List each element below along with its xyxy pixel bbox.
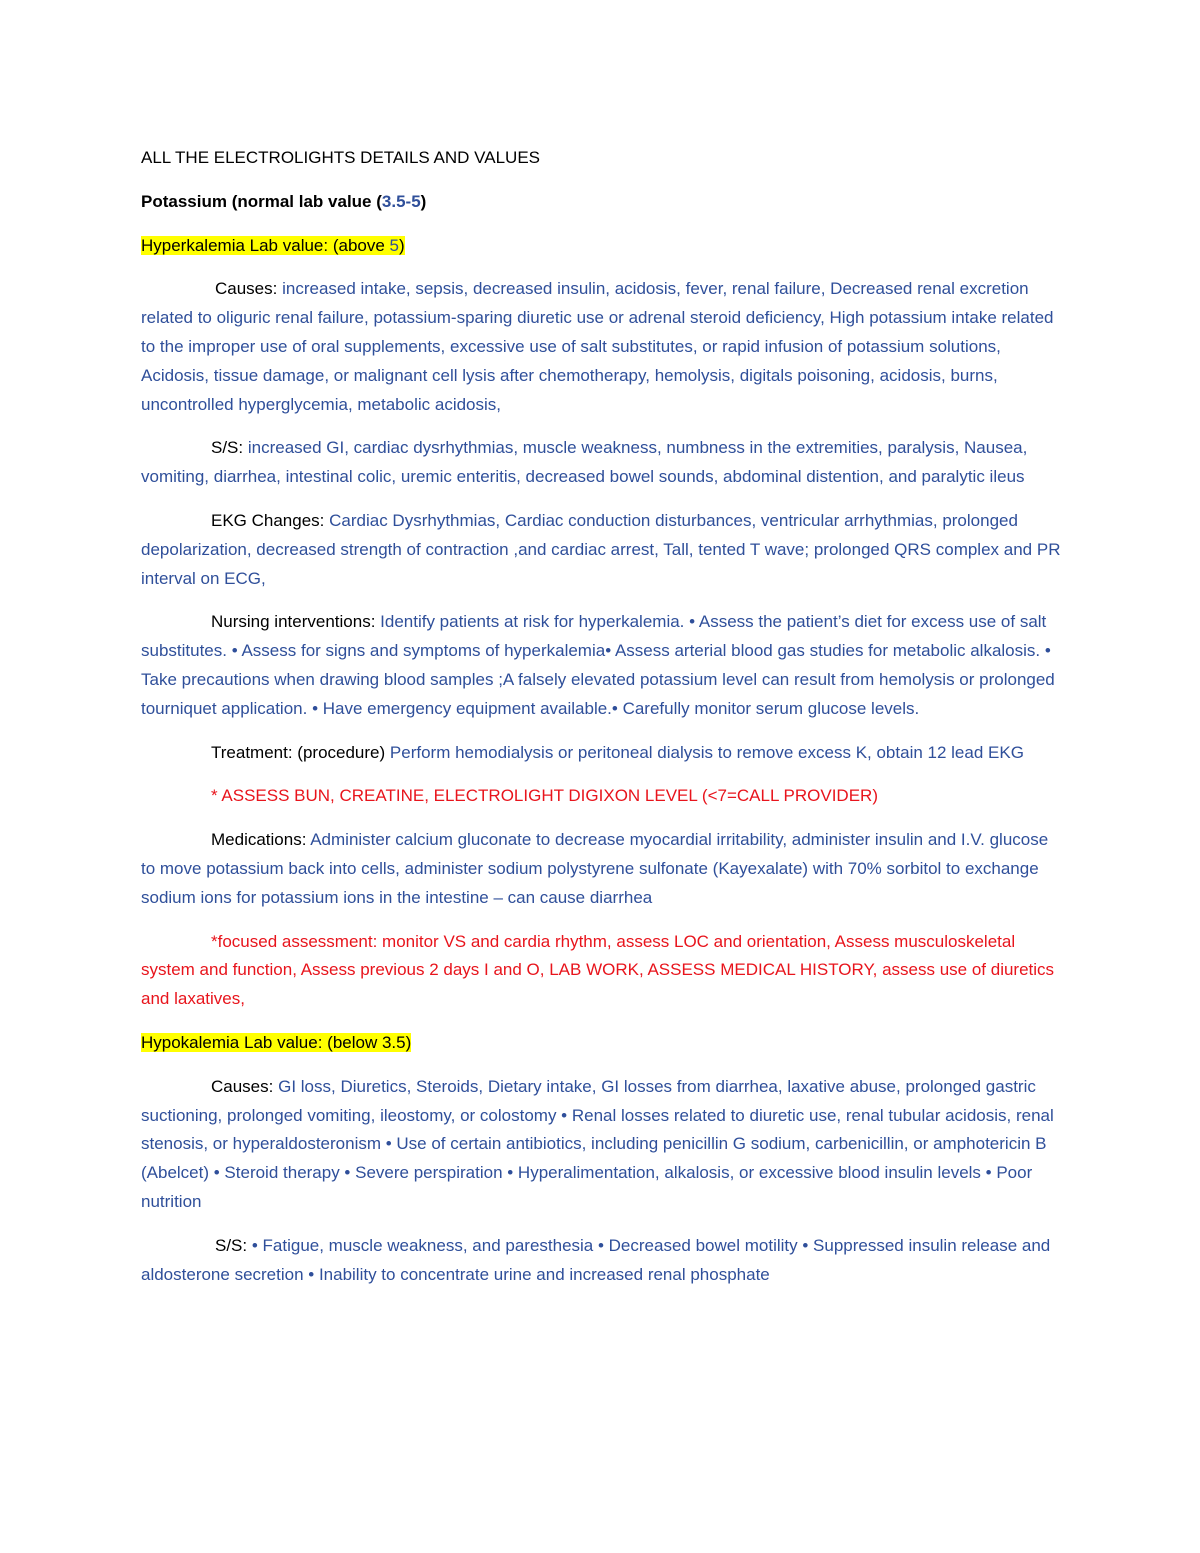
hypo-causes-text: GI loss, Diuretics, Steroids, Dietary intake, GI losses from diarrhea, laxative abuse, prolonged gastric suctioning, prolonged vomiting, ileostomy, or colostomy • Renal losses related to diuretic use, renal tubular acidosis, renal stenosis, or hyperaldosteronism • Use of certain antibiotics, including penicillin G sodium, carbenicillin, or amphotericin B (Abelcet) • Steroid therapy • Severe perspiration • Hyperalimentation, alkalosis, or excessive blood insulin levels • Poor nutrition	[141, 1076, 1054, 1211]
hyperkalemia-heading-text: Hyperkalemia Lab value: (above	[141, 235, 390, 255]
hyper-focused-label: *focused assessment:	[211, 931, 378, 951]
hyper-nursing-label: Nursing interventions:	[211, 612, 376, 632]
hyper-ekg-text: Cardiac Dysrhythmias, Cardiac conduction disturbances, ventricular arrhythmias, prolonged depolarization, decreased strength of contraction ,and cardiac arrest, Tall, tented T wave; prolonged QRS complex and PR interval on ECG,	[141, 510, 1061, 588]
hypokalemia-heading	[141, 1029, 1066, 1058]
hypo-ss-paragraph	[141, 1232, 1066, 1290]
title-text: ALL THE ELECTROLIGHTS DETAILS AND VALUES	[141, 148, 540, 167]
hyper-ss-label: S/S:	[211, 438, 244, 458]
hyper-assess-note	[141, 782, 1066, 811]
hypo-ss-text: • Fatigue, muscle weakness, and paresthesia • Decreased bowel motility • Suppressed insulin release and aldosterone secretion • Inability to concentrate urine and increased renal phosphate	[141, 1235, 1051, 1284]
hyper-treatment-text: Perform hemodialysis or peritoneal dialysis to remove excess K, obtain 12 lead EKG	[385, 742, 1024, 762]
hyperkalemia-heading-close: )	[399, 235, 405, 255]
hyper-treatment-label: Treatment: (procedure)	[211, 742, 386, 762]
hyper-ss-text: increased GI, cardiac dysrhythmias, muscle weakness, numbness in the extremities, paralysis, Nausea, vomiting, diarrhea, intestinal colic, uremic enteritis, decreased bowel sounds, abdominal distention, and paralytic ileus	[141, 438, 1028, 487]
hypo-causes-label: Causes:	[211, 1076, 274, 1096]
potassium-close: )	[420, 191, 427, 211]
document-title	[141, 144, 1066, 173]
hyper-nursing-text: Identify patients at risk for hyperkalemia. • Assess the patient’s diet for excess use of salt substitutes. • Assess for signs and symptoms of hyperkalemia• Assess arterial blood gas studies for metabolic alkalosis. • Take precautions when drawing blood samples ;A falsely elevated potassium level can result from hemolysis or prolonged tourniquet application. • Have emergency equipment available.• Carefully monitor serum glucose levels.	[141, 612, 1055, 718]
hyper-causes-paragraph	[141, 275, 1066, 419]
hyper-focused-paragraph	[141, 928, 1066, 1014]
hyper-causes-text: increased intake, sepsis, decreased insulin, acidosis, fever, renal failure, Decreased renal excretion related to oliguric renal failure, potassium-sparing diuretic use or adrenal steroid deficiency, High potassium intake related to the improper use of oral supplements, excessive use of salt substitutes, or rapid infusion of potassium solutions, Acidosis, tissue damage, or malignant cell lysis after chemotherapy, hemolysis, digitals poisoning, acidosis, burns, uncontrolled hyperglycemia, metabolic acidosis,	[141, 279, 1054, 414]
hyper-assess-note-text: * ASSESS BUN, CREATINE, ELECTROLIGHT DIGIXON LEVEL (<7=CALL PROVIDER)	[211, 786, 878, 806]
hyperkalemia-heading	[141, 232, 1066, 261]
hypo-causes-paragraph	[141, 1073, 1066, 1217]
hyper-nursing-paragraph	[141, 608, 1066, 723]
hypokalemia-heading-text: Hypokalemia Lab value: (below 3.5)	[141, 1032, 412, 1052]
potassium-range: 3.5-5	[381, 191, 421, 211]
hyper-meds-text: Administer calcium gluconate to decrease myocardial irritability, administer insulin and I.V. glucose to move potassium back into cells, administer sodium polystyrene sulfonate (Kayexalate) with 70% sorbitol to exchange sodium ions for potassium ions in the intestine – can cause diarrhea	[141, 830, 1049, 907]
hyper-ss-paragraph	[141, 434, 1066, 492]
hypo-ss-label: S/S:	[215, 1235, 248, 1255]
document-body	[141, 144, 1066, 1304]
hyper-treatment-paragraph	[141, 739, 1066, 768]
potassium-label: Potassium (normal lab value (	[141, 191, 382, 211]
hyper-meds-paragraph	[141, 826, 1066, 912]
hyper-causes-label: Causes:	[215, 279, 278, 299]
potassium-heading	[141, 188, 1066, 217]
hyper-ekg-paragraph	[141, 507, 1066, 593]
hyper-ekg-label: EKG Changes:	[211, 510, 325, 530]
hyper-focused-text: monitor VS and cardia rhythm, assess LOC and orientation, Assess musculoskeletal system and function, Assess previous 2 days I and O, LAB WORK, ASSESS MEDICAL HISTORY, assess use of diuretics and laxatives,	[141, 931, 1055, 1009]
hyperkalemia-threshold: 5	[389, 235, 399, 255]
hyper-meds-label: Medications:	[211, 830, 307, 850]
